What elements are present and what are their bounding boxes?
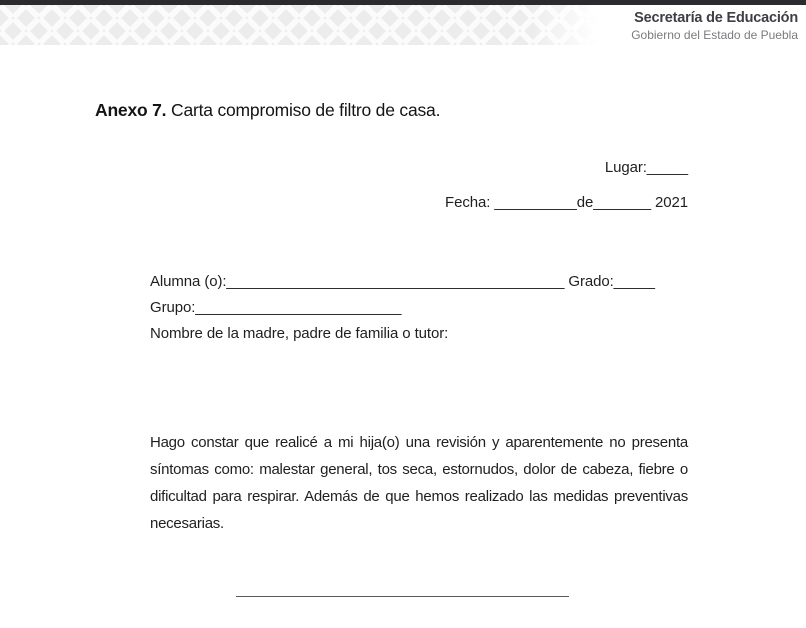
guardian-label: Nombre de la madre, padre de familia o tutor: bbox=[150, 325, 449, 342]
weave-pattern-icon bbox=[0, 5, 616, 45]
body-line: dificultad para respirar. Además de que hemos realizado las medidas preventivas bbox=[150, 488, 688, 505]
document-title-annex: Anexo 7. bbox=[95, 100, 167, 120]
body-paragraph bbox=[150, 429, 688, 537]
body-line: Hago constar que realicé a mi hija(o) una revisión y aparentemente no presenta bbox=[150, 434, 688, 451]
document-title bbox=[95, 100, 440, 121]
document-title-text: Carta compromiso de filtro de casa. bbox=[166, 100, 441, 120]
student-name-field: Alumna (o):_________________________________________ Grado:_____ bbox=[150, 273, 655, 290]
org-subtitle: Gobierno del Estado de Puebla bbox=[631, 27, 798, 42]
pattern-fade bbox=[531, 5, 616, 45]
body-line: necesarias. bbox=[150, 515, 224, 532]
header-pattern-band bbox=[0, 5, 616, 45]
group-field: Grupo:_________________________ bbox=[150, 299, 402, 316]
body-line: síntomas como: malestar general, tos seca, estornudos, dolor de cabeza, fiebre o bbox=[150, 461, 688, 478]
org-header bbox=[631, 10, 798, 42]
org-name: Secretaría de Educación bbox=[634, 10, 798, 26]
signature-line bbox=[236, 596, 569, 597]
date-field: Fecha: __________de_______ 2021 bbox=[445, 194, 688, 211]
place-field: Lugar:_____ bbox=[604, 159, 688, 176]
